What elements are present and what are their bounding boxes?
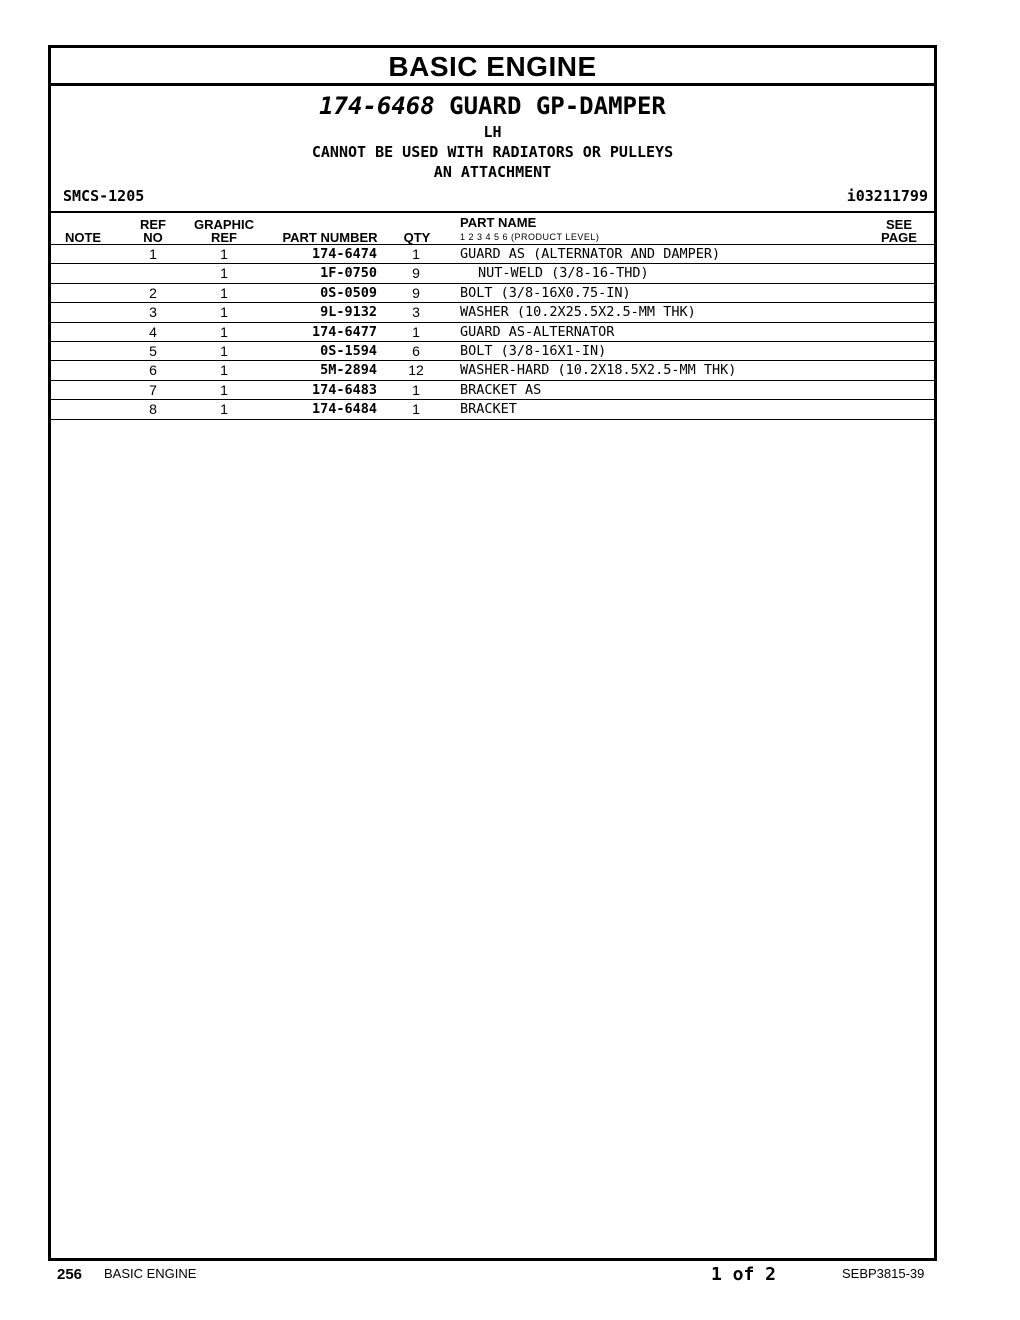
graphic-ref-cell: 1 [220,362,228,379]
col-note: NOTE [64,230,102,245]
product-levels: 1 2 3 4 5 6 (PRODUCT LEVEL) [460,232,600,242]
group-note-line: LH [483,123,502,141]
part-number-cell: 9L-9132 [320,304,377,321]
footer-section: BASIC ENGINE [104,1266,197,1281]
footer-page-of: 1 of 2 [711,1264,777,1285]
group-title [51,90,934,122]
part-name-cell: BRACKET AS [460,381,542,398]
col-graphic-ref-line2: REF [211,230,237,245]
graphic-ref-cell: 1 [220,284,228,301]
graphic-ref-cell: 1 [220,265,228,282]
part-number-cell: 0S-1594 [320,342,377,359]
group-note-line: AN ATTACHMENT [433,163,552,181]
part-number-cell: 0S-0509 [320,284,377,301]
table-row [51,380,934,399]
part-name-cell: BRACKET [460,401,517,418]
qty-cell: 3 [412,304,420,321]
graphic-ref-cell: 1 [220,381,228,398]
graphic-ref-cell: 1 [220,323,228,340]
col-part-number: PART NUMBER [282,230,378,245]
part-name-cell: GUARD AS (ALTERNATOR AND DAMPER) [460,246,721,262]
header-rule [51,211,934,213]
qty-cell: 1 [412,381,420,398]
group-name: GUARD GP-DAMPER [449,92,666,120]
part-name-cell: BOLT (3/8-16X1-IN) [460,342,607,359]
qty-cell: 1 [412,323,420,340]
col-graphic-ref-line1: GRAPHIC [194,217,254,232]
col-see-page-line1: SEE [885,217,912,232]
ref-no-cell: 5 [149,342,157,359]
table-row [51,341,934,360]
ref-no-cell: 4 [149,323,157,340]
part-number-cell: 174-6483 [311,381,377,398]
smcs-code: SMCS-1205 [63,187,145,205]
qty-cell: 1 [412,246,420,262]
part-number-cell: 174-6477 [311,323,377,340]
page-frame [48,45,937,1261]
graphic-ref-cell: 1 [220,304,228,321]
group-heading [51,90,934,182]
graphic-ref-cell: 1 [220,246,228,262]
section-title: BASIC ENGINE [51,48,934,86]
part-name-cell: GUARD AS-ALTERNATOR [460,323,615,340]
col-qty: QTY [403,230,431,245]
part-number-cell: 5M-2894 [320,362,377,379]
ref-no-cell: 2 [149,284,157,301]
ref-no-cell: 7 [149,381,157,398]
parts-table [51,244,934,420]
part-number-cell: 174-6484 [311,401,377,418]
graphic-ref-cell: 1 [220,401,228,418]
col-ref-no [137,218,169,244]
group-part-number: 174-6468 [319,92,435,120]
part-name-cell: WASHER-HARD (10.2X18.5X2.5-MM THK) [460,362,737,379]
part-number-cell: 1F-0750 [320,265,377,282]
group-note-line: CANNOT BE USED WITH RADIATORS OR PULLEYS [311,143,674,161]
table-row [51,360,934,379]
table-row [51,244,934,263]
qty-cell: 12 [408,362,424,379]
part-name-cell: WASHER (10.2X25.5X2.5-MM THK) [460,304,696,321]
table-row [51,302,934,321]
footer-page-number: 256 [57,1266,83,1283]
col-see-page-line2: PAGE [881,230,917,245]
col-see-page [881,218,917,244]
table-row [51,399,934,419]
part-number-cell: 174-6474 [311,246,377,262]
table-row [51,283,934,302]
qty-cell: 1 [412,401,420,418]
table-row [51,263,934,282]
col-graphic-ref [191,218,257,244]
table-row [51,322,934,341]
qty-cell: 9 [412,265,420,282]
illustration-id: i03211799 [846,187,928,205]
ref-no-cell: 6 [149,362,157,379]
part-name-cell: NUT-WELD (3/8-16-THD) [478,265,649,282]
ref-no-cell: 1 [149,246,157,262]
ref-no-cell: 8 [149,401,157,418]
col-part-name: PART NAME [460,215,537,230]
qty-cell: 9 [412,284,420,301]
footer-document-id: SEBP3815-39 [842,1266,925,1281]
graphic-ref-cell: 1 [220,342,228,359]
part-name-cell: BOLT (3/8-16X0.75-IN) [460,284,631,301]
col-ref-no-line2: NO [143,230,163,245]
qty-cell: 6 [412,342,420,359]
col-ref-no-line1: REF [140,217,166,232]
ref-no-cell: 3 [149,304,157,321]
